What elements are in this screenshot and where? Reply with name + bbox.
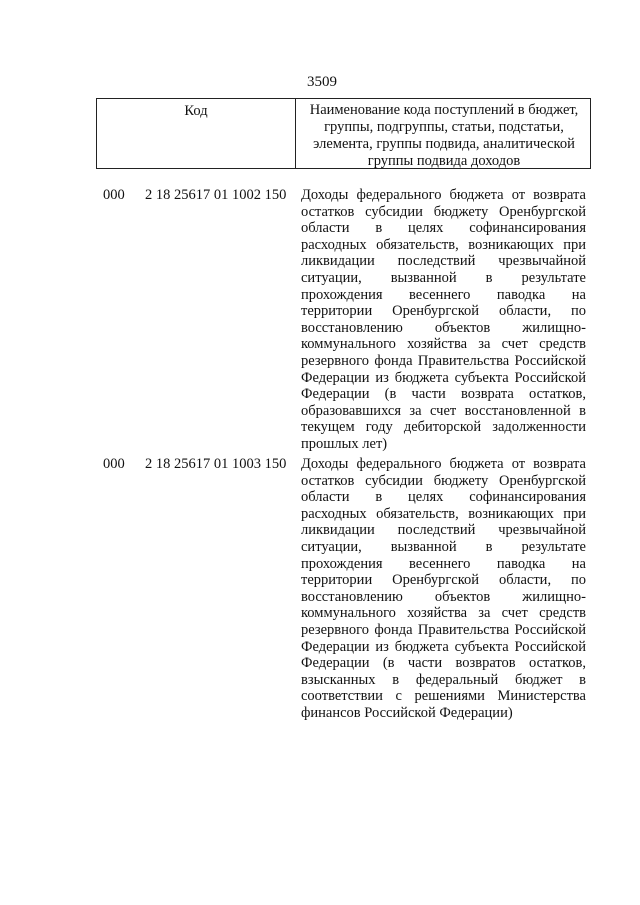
column-header-code: Код bbox=[97, 99, 296, 168]
revenue-description: Доходы федерального бюджета от возврата остатков субсидии бюджету Оренбургской области в целях софинансирования расходных обязательств, возникающих при ликвидации последствий чрезвычайной ситуации, вызванной в результате прохождения весеннего паводка на территории Оренбургской области, по восстановлению объектов жилищно-коммунального хозяйства за счет средств резервного фонда Правительства Российской Федерации из бюджета субъекта Российской Федерации (в части возвратов остатков, взысканных в федеральный бюджет в соответствии с решениями Министерства финансов Российской Федерации) bbox=[301, 456, 586, 721]
column-header-name: Наименование кода поступлений в бюджет, группы, подгруппы, статьи, подстатьи, элемента, группы подвида, аналитической группы подвида доходов bbox=[309, 102, 579, 169]
revenue-code: 2 18 25617 01 1002 150 bbox=[145, 187, 287, 203]
admin-code: 000 bbox=[103, 456, 125, 472]
admin-code: 000 bbox=[103, 187, 125, 203]
revenue-code: 2 18 25617 01 1003 150 bbox=[145, 456, 287, 472]
revenue-description: Доходы федерального бюджета от возврата остатков субсидии бюджету Оренбургской области в целях софинансирования расходных обязательств, возникающих при ликвидации последствий чрезвычайной ситуации, вызванной в результате прохождения весеннего паводка на территории Оренбургской области, по восстановлению объектов жилищно-коммунального хозяйства за счет средств резервного фонда Правительства Российской Федерации из бюджета субъекта Российской Федерации (в части возврата остатков, образовавшихся за счет восстановленной в текущем году дебиторской задолженности прошлых лет) bbox=[301, 187, 586, 452]
page-number: 3509 bbox=[307, 74, 337, 90]
table-header bbox=[96, 98, 591, 169]
